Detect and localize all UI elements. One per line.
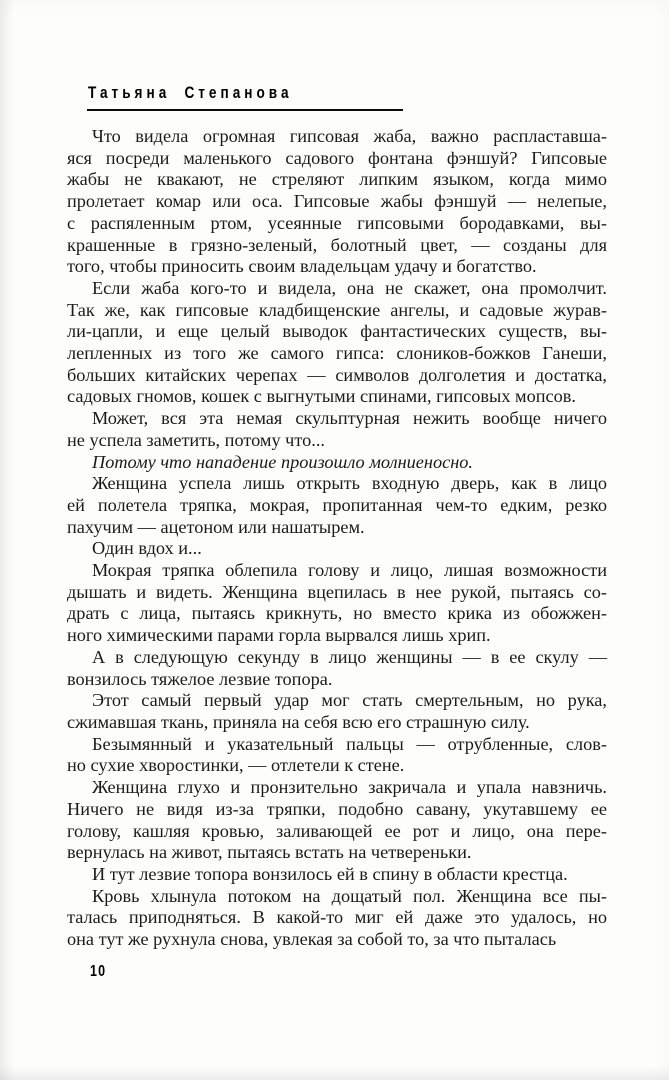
paragraph [67, 278, 607, 408]
text-line: Женщина глухо и пронзительно закричала и упала навзничь. [92, 777, 607, 798]
text-line: садовых гномов, кошек с выгнутыми спинами, гипсовых мопсов. [67, 386, 576, 407]
text-line: Если жаба кого-то и видела, она не скажет, она промолчит. [92, 277, 607, 298]
paragraph [67, 126, 607, 278]
text-line: яся посреди маленького садового фонтана фэншуй? Гипсовые [67, 147, 607, 168]
text-line: ей полетела тряпка, мокрая, пропитанная чем-то едким, резко [67, 494, 607, 515]
text-line: не успела заметить, потому что... [67, 429, 325, 450]
text-line: но сухие хворостинки, — отлетели к стене. [67, 755, 405, 776]
paragraph [67, 538, 607, 560]
paragraph [67, 647, 607, 690]
paragraph [67, 864, 607, 886]
text-line: жабы не квакают, не стреляют липким языком, когда мимо [67, 169, 607, 190]
paragraph [67, 777, 607, 864]
text-line: больших китайских черепах — символов долголетия и достатка, [67, 364, 607, 385]
text-line: талась приподняться. В какой-то миг ей даже это удалось, но [67, 907, 607, 928]
text-line: Один вдох и... [92, 538, 202, 559]
text-line: с распяленным ртом, усеянные гипсовыми бородавками, вы- [67, 212, 607, 233]
text-line: того, чтобы приносить своим владельцам удачу и богатство. [67, 256, 537, 277]
text-line: Так же, как гипсовые кладбищенские ангелы, и садовые журав- [67, 299, 607, 320]
text-line: Мокрая тряпка облепила голову и лицо, лишая возможности [92, 560, 607, 581]
text-line: лепленных из того же самого гипса: слоников-божков Ганеши, [67, 343, 607, 364]
text-line: А в следующую секунду в лицо женщины — в ее скулу — [92, 646, 607, 667]
paragraph [67, 690, 607, 733]
scan-edge-shading [0, 0, 14, 1080]
text-line: ли-цапли, и еще целый выводок фантастических существ, вы- [67, 321, 607, 342]
text-line: пролетает комар или оса. Гипсовые жабы фэншуй — нелепые, [67, 191, 607, 212]
body-text [67, 126, 607, 951]
running-header-author: Татьяна Степанова [88, 83, 293, 102]
text-line: ного химическими парами горла вырвался лишь хрип. [67, 625, 491, 646]
text-line: голову, кашляя кровью, заливающей ее рот и лицо, она пере- [67, 820, 607, 841]
paragraph [67, 886, 607, 951]
text-line: вонзилось тяжелое лезвие топора. [67, 668, 333, 689]
text-line: она тут же рухнула снова, увлекая за собой то, за что пыталась [67, 929, 557, 950]
paragraph [67, 734, 607, 777]
text-line: драть с лица, пытаясь крикнуть, но вместо крика из обожжен- [67, 603, 607, 624]
header-rule [87, 109, 403, 111]
text-line: сжимавшая ткань, приняла на себя всю его страшную силу. [67, 711, 530, 732]
text-line: Кровь хлынула потоком на дощатый пол. Женщина все пы- [92, 885, 607, 906]
text-line: Потому что нападение произошло молниеносно. [92, 451, 473, 472]
text-line: дышать и видеть. Женщина вцепилась в нее рукой, пытаясь со- [67, 581, 607, 602]
text-line: Может, вся эта немая скульптурная нежить вообще ничего [92, 408, 607, 429]
text-line: Безымянный и указательный пальцы — отрубленные, слов- [92, 733, 607, 754]
text-line: вернулась на живот, пытаясь встать на четвереньки. [67, 842, 472, 863]
text-line: Этот самый первый удар мог стать смертельным, но рука, [92, 690, 607, 711]
page-number: 10 [90, 963, 107, 980]
text-line: Что видела огромная гипсовая жаба, важно распластавша- [92, 126, 607, 146]
paragraph [67, 560, 607, 647]
text-line: пахучим — ацетоном или нашатырем. [67, 516, 365, 537]
paragraph [67, 408, 607, 451]
paragraph [67, 473, 607, 538]
scan-edge-shading [0, 1066, 669, 1080]
text-line: И тут лезвие топора вонзилось ей в спину в области крестца. [92, 863, 568, 884]
text-line: Женщина успела лишь открыть входную дверь, как в лицо [92, 473, 607, 494]
text-line: крашенные в грязно-зеленый, болотный цвет, — созданы для [67, 234, 607, 255]
paragraph [67, 452, 607, 474]
text-line: Ничего не видя из-за тряпки, подобно савану, укутавшему ее [67, 798, 607, 819]
